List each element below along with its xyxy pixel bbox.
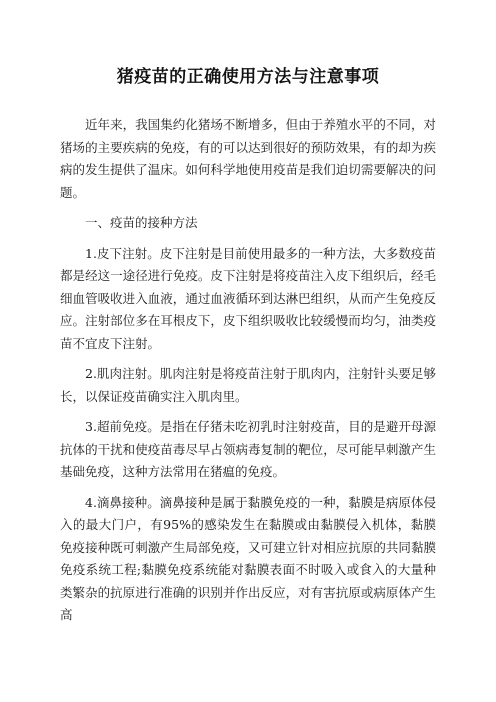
section-heading: 一、疫苗的接种方法 <box>85 215 198 230</box>
paragraph-subcutaneous: 1.皮下注射。皮下注射是目前使用最多的一种方法，大多数疫苗都是经这一途径进行免疫。皮下注射是将疫苗注入皮下组织后，经毛细血管吸收进入血液，通过血液循环到达淋巴组织，从而产生免疫反应。注射部位多在耳根皮下，皮下组织吸收比较缓慢而均匀，油类疫苗不宜皮下注射。 <box>60 245 436 351</box>
paragraph-intro: 近年来，我国集约化猪场不断增多，但由于养殖水平的不同，对猪场的主要疾病的免疫，有的可以达到很好的预防效果，有的却为疾病的发生提供了温床。如何科学地使用疫苗是我们迫切需要解决的问题。 <box>60 117 436 200</box>
paragraph-advance-immunization: 3.超前免疫。是指在仔猪未吃初乳时注射疫苗，目的是避开母源抗体的干扰和使疫苗毒尽早占领病毒复制的靶位，尽可能早刺激产生基础免疫，这种方法常用在猪瘟的免疫。 <box>60 419 436 479</box>
document-body <box>60 114 436 635</box>
document-title: 猪疫苗的正确使用方法与注意事项 <box>116 67 380 87</box>
paragraph-nasal-drop: 4.滴鼻接种。滴鼻接种是属于黏膜免疫的一种，黏膜是病原体侵入的最大门户，有95%的感染发生在黏膜或由黏膜侵入机体，黏膜免疫接种既可刺激产生局部免疫，又可建立针对相应抗原的共同黏膜免疫系统工程;黏膜免疫系统能对黏膜表面不时吸入或食入的大量种类繁杂的抗原进行准确的识别并作出反应，对有害抗原或病原体产生高 <box>60 494 436 622</box>
paragraph-intramuscular: 2.肌肉注射。肌肉注射是将疫苗注射于肌肉内，注射针头要足够长，以保证疫苗确实注入肌肉里。 <box>60 366 436 404</box>
